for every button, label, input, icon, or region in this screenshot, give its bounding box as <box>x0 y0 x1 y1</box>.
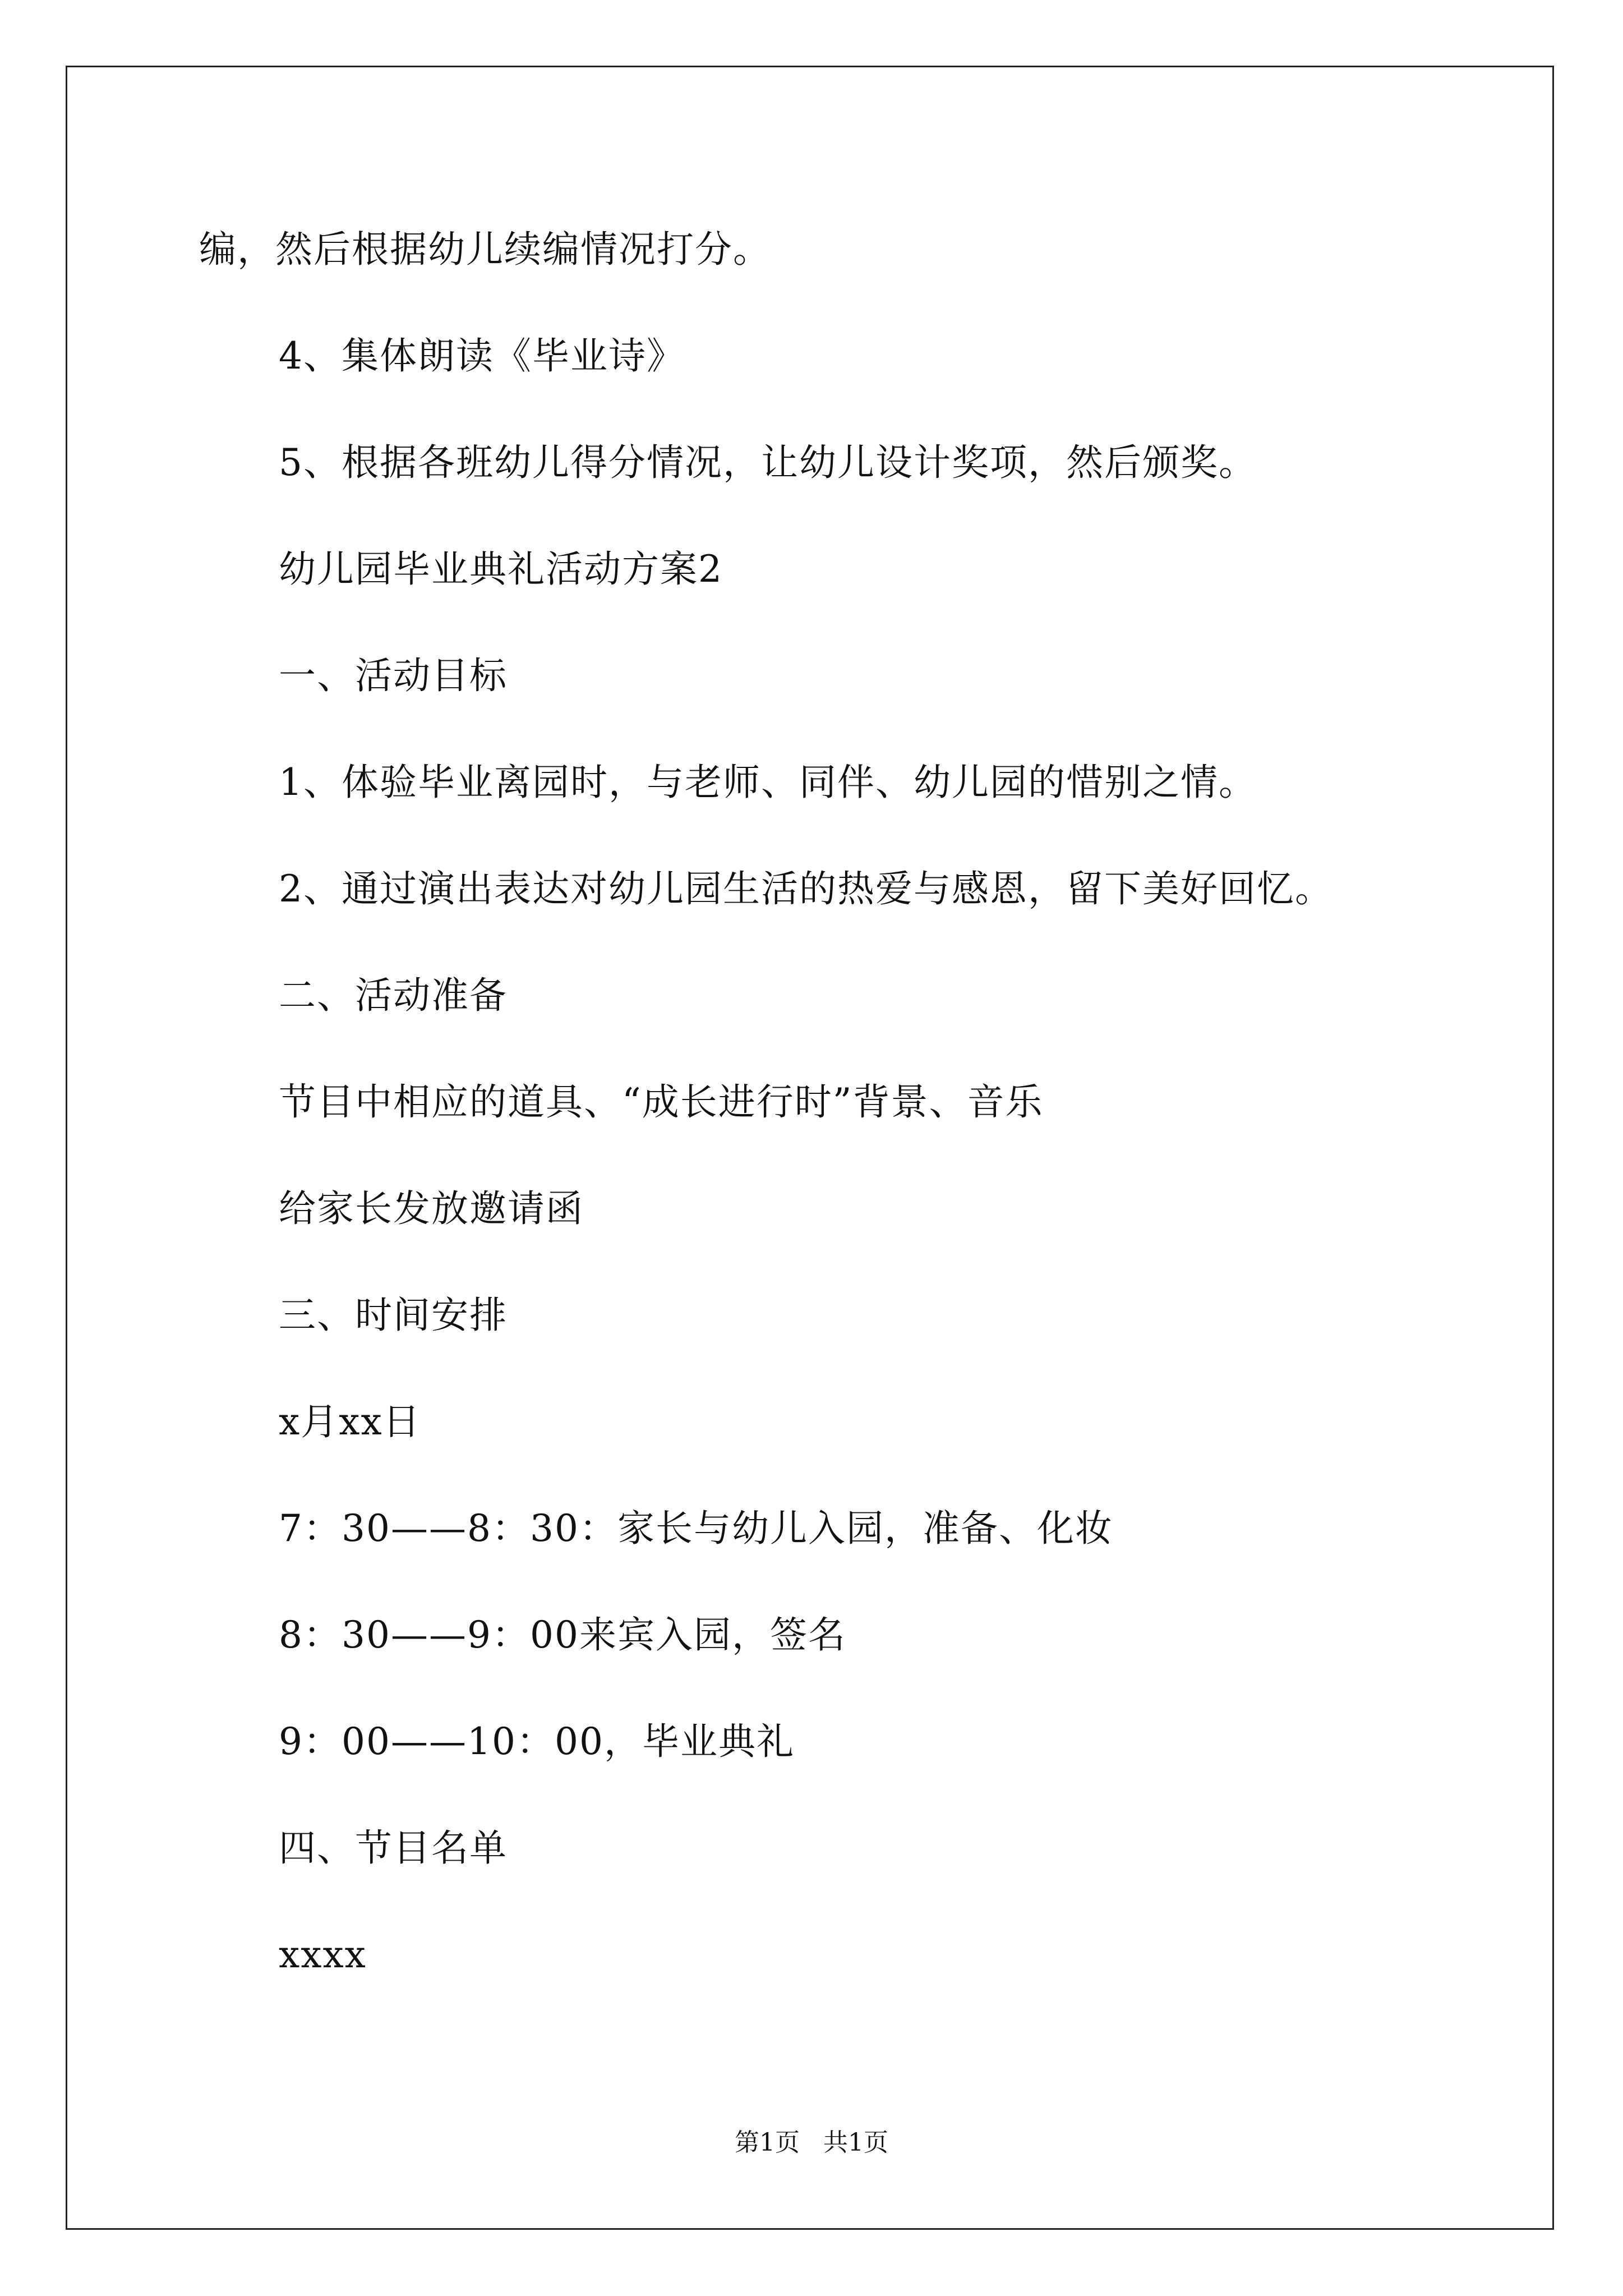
text-line-schedule-3: 9：00——10：00，毕业典礼 <box>279 1720 795 1763</box>
heading-schedule: 三、时间安排 <box>279 1294 508 1337</box>
heading-goals: 一、活动目标 <box>279 654 508 697</box>
text-line-program: xxxx <box>279 1933 367 1976</box>
section-title: 幼儿园毕业典礼活动方案2 <box>279 547 723 591</box>
heading-program-list: 四、节目名单 <box>279 1826 508 1870</box>
heading-preparation: 二、活动准备 <box>279 974 508 1017</box>
text-line-schedule-2: 8：30——9：00来宾入园，签名 <box>279 1613 846 1657</box>
text-line-continuation: 编，然后根据幼儿续编情况打分。 <box>199 228 771 271</box>
text-line-date: x月xx日 <box>279 1400 421 1443</box>
text-line-item-4: 4、集体朗读《毕业诗》 <box>279 334 685 378</box>
page-footer: 第1页 共1页 <box>735 2128 888 2157</box>
page-frame <box>66 66 1554 2230</box>
text-line-props: 节目中相应的道具、“成长进行时”背景、音乐 <box>279 1080 1044 1124</box>
text-line-schedule-1: 7：30——8：30：家长与幼儿入园，准备、化妆 <box>279 1507 1113 1550</box>
text-line-goal-2: 2、通过演出表达对幼儿园生活的热爱与感恩，留下美好回忆。 <box>279 867 1333 910</box>
text-line-invitation: 给家长发放邀请函 <box>279 1187 584 1230</box>
text-line-item-5: 5、根据各班幼儿得分情况，让幼儿设计奖项，然后颁奖。 <box>279 441 1257 484</box>
text-line-goal-1: 1、体验毕业离园时，与老师、同伴、幼儿园的惜别之情。 <box>279 761 1257 804</box>
